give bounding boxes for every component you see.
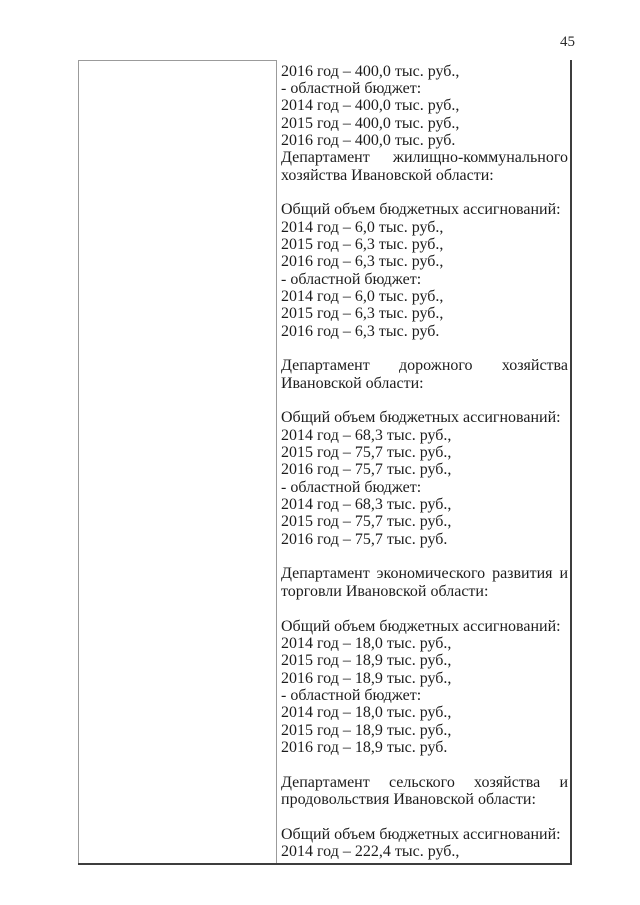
text-line: - областной бюджет: xyxy=(281,79,422,97)
text-line xyxy=(281,756,568,773)
table-right-border xyxy=(570,60,572,863)
text-line: 2016 год – 18,9 тыс. руб., xyxy=(281,669,452,687)
text-line: 2014 год – 6,0 тыс. руб., xyxy=(281,218,444,236)
text-line xyxy=(281,548,568,565)
text-line: 2015 год – 18,9 тыс. руб., xyxy=(281,721,452,739)
text-line: - областной бюджет: xyxy=(281,686,422,704)
text-line: 2016 год – 18,9 тыс. руб. xyxy=(281,738,448,756)
text-line: 2016 год – 75,7 тыс. руб., xyxy=(281,461,452,479)
text-line: 2014 год – 222,4 тыс. руб., xyxy=(281,842,460,860)
text-line: 2014 год – 18,0 тыс. руб., xyxy=(281,634,452,652)
text-line: 2015 год – 6,3 тыс. руб., xyxy=(281,305,444,323)
text-line xyxy=(281,392,568,409)
text-line: - областной бюджет: xyxy=(281,270,422,288)
text-line: Общий объем бюджетных ассигнований: xyxy=(281,201,561,219)
text-line: продовольствия Ивановской области: xyxy=(281,790,536,808)
text-line xyxy=(281,600,568,617)
text-line: торговли Ивановской области: xyxy=(281,582,489,600)
text-line: 2014 год – 400,0 тыс. руб., xyxy=(281,97,460,115)
text-line: 2015 год – 6,3 тыс. руб., xyxy=(281,235,444,253)
text-line: Департамент дорожного хозяйства xyxy=(281,357,568,375)
text-line xyxy=(281,340,568,357)
text-line: 2016 год – 6,3 тыс. руб. xyxy=(281,322,440,340)
text-line: хозяйства Ивановской области: xyxy=(281,166,494,184)
table-left-cell xyxy=(78,60,277,864)
table-right-cell xyxy=(281,63,568,861)
text-line: - областной бюджет: xyxy=(281,478,422,496)
text-line: 2015 год – 18,9 тыс. руб., xyxy=(281,652,452,670)
text-line: 2014 год – 68,3 тыс. руб., xyxy=(281,426,452,444)
text-line: 2015 год – 75,7 тыс. руб., xyxy=(281,444,452,462)
text-line: Департамент сельского хозяйства и xyxy=(281,773,568,791)
text-line: Департамент экономического развития и xyxy=(281,565,568,583)
table-bottom-border xyxy=(78,863,572,865)
text-line: 2016 год – 400,0 тыс. руб. xyxy=(281,131,456,149)
page-number: 45 xyxy=(560,34,575,50)
text-line: 2014 год – 6,0 тыс. руб., xyxy=(281,287,444,305)
text-line: Общий объем бюджетных ассигнований: xyxy=(281,409,561,427)
text-line: 2016 год – 75,7 тыс. руб. xyxy=(281,530,448,548)
text-line: 2016 год – 6,3 тыс. руб., xyxy=(281,253,444,271)
text-line: 2014 год – 68,3 тыс. руб., xyxy=(281,496,452,514)
text-line: 2015 год – 400,0 тыс. руб., xyxy=(281,114,460,132)
text-line: Общий объем бюджетных ассигнований: xyxy=(281,617,561,635)
text-line: 2014 год – 18,0 тыс. руб., xyxy=(281,704,452,722)
text-line: Ивановской области: xyxy=(281,374,424,392)
text-line: 2015 год – 75,7 тыс. руб., xyxy=(281,513,452,531)
text-line: Общий объем бюджетных ассигнований: xyxy=(281,825,561,843)
text-line xyxy=(281,184,568,201)
text-line xyxy=(281,808,568,825)
text-line: 2016 год – 400,0 тыс. руб., xyxy=(281,62,460,80)
text-line: Департамент жилищно-коммунального xyxy=(281,149,568,167)
